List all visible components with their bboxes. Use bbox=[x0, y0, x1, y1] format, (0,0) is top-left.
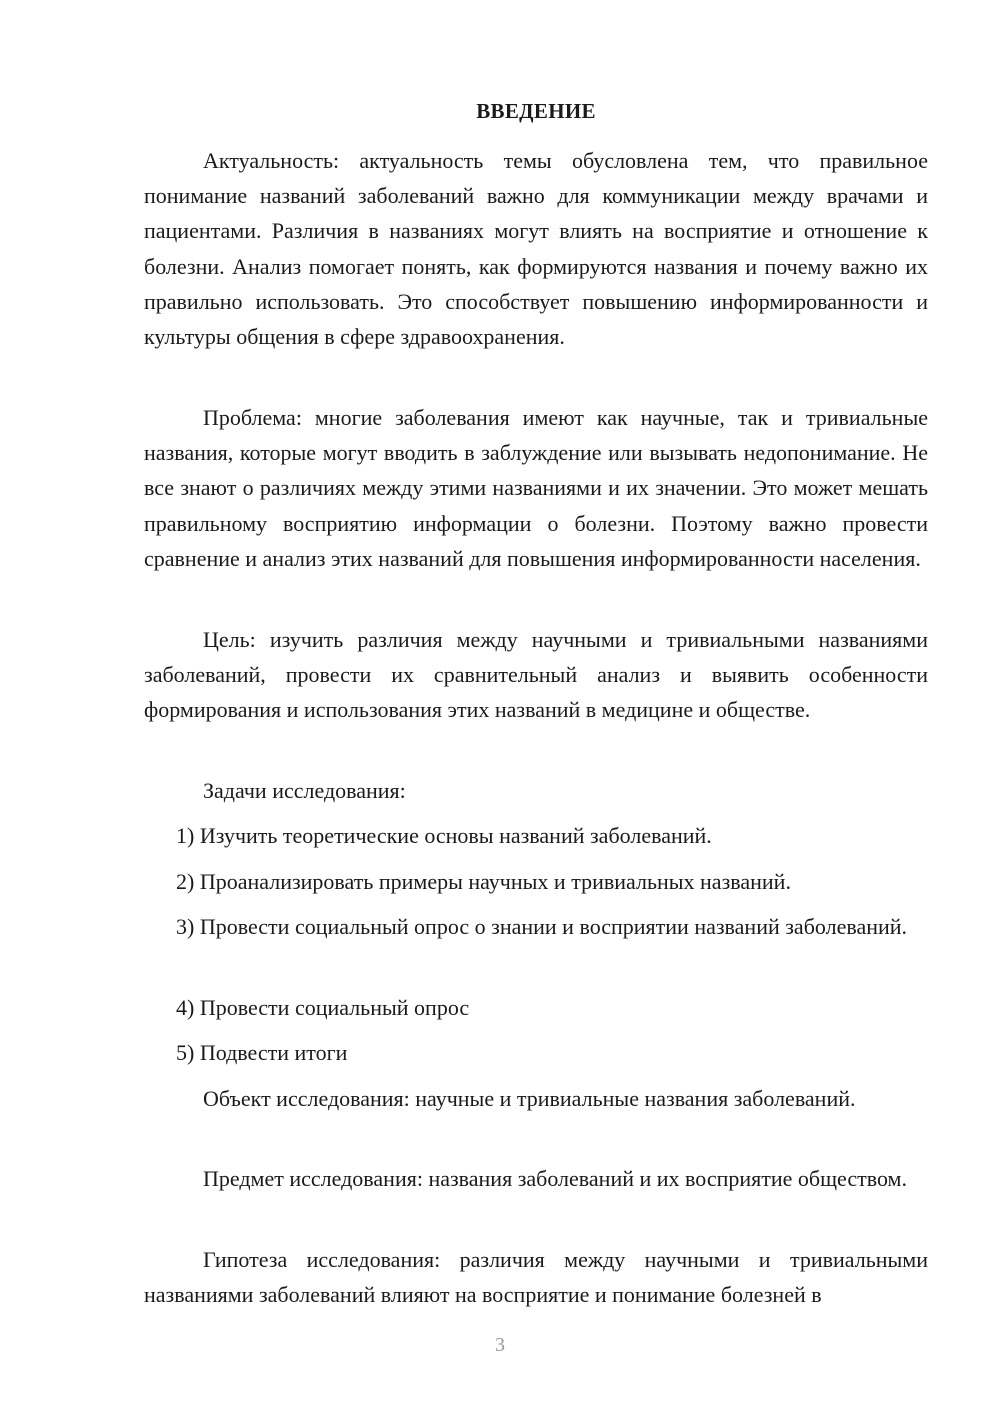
relevance-paragraph: Актуальность: актуальность темы обусловлена тем, что правильное понимание названий заболеваний важно для коммуникации между врачами и пациентами. Различия в названиях могут влиять на восприятие и отношение к болезни. Анализ помогает понять, как формируются названия и почему важно их правильно использовать. Это способствует повышению информированности и культуры общения в сфере здравоохранения. bbox=[144, 148, 928, 350]
task-item-4: 4) Провести социальный опрос bbox=[176, 995, 470, 1020]
task-item-2: 2) Проанализировать примеры научных и тривиальных названий. bbox=[176, 869, 791, 894]
task-item-1: 1) Изучить теоретические основы названий заболеваний. bbox=[176, 823, 712, 848]
task-item-5: 5) Подвести итоги bbox=[176, 1040, 348, 1065]
page-title: ВВЕДЕНИЕ bbox=[476, 99, 596, 123]
problem-paragraph: Проблема: многие заболевания имеют как научные, так и тривиальные названия, которые могут вводить в заблуждение или вызывать недопонимание. Не все знают о различиях между этими названиями и их значении. Это может мешать правильному восприятию информации о болезни. Поэтому важно провести сравнение и анализ этих названий для повышения информированности населения. bbox=[144, 405, 928, 571]
page-number: 3 bbox=[495, 1334, 505, 1356]
goal-paragraph: Цель: изучить различия между научными и тривиальными названиями заболеваний, провести их сравнительный анализ и выявить особенности формирования и использования этих названий в медицине и обществе. bbox=[144, 627, 928, 723]
hypothesis-paragraph: Гипотеза исследования: различия между научными и тривиальными названиями заболеваний влияют на восприятие и понимание болезней в bbox=[144, 1247, 928, 1308]
tasks-heading: Задачи исследования: bbox=[203, 778, 406, 803]
task-item-3: 3) Провести социальный опрос о знании и восприятии названий заболеваний. bbox=[176, 914, 908, 939]
subject-paragraph: Предмет исследования: названия заболеваний и их восприятие обществом. bbox=[203, 1166, 907, 1191]
object-paragraph: Объект исследования: научные и тривиальные названия заболеваний. bbox=[203, 1086, 856, 1111]
